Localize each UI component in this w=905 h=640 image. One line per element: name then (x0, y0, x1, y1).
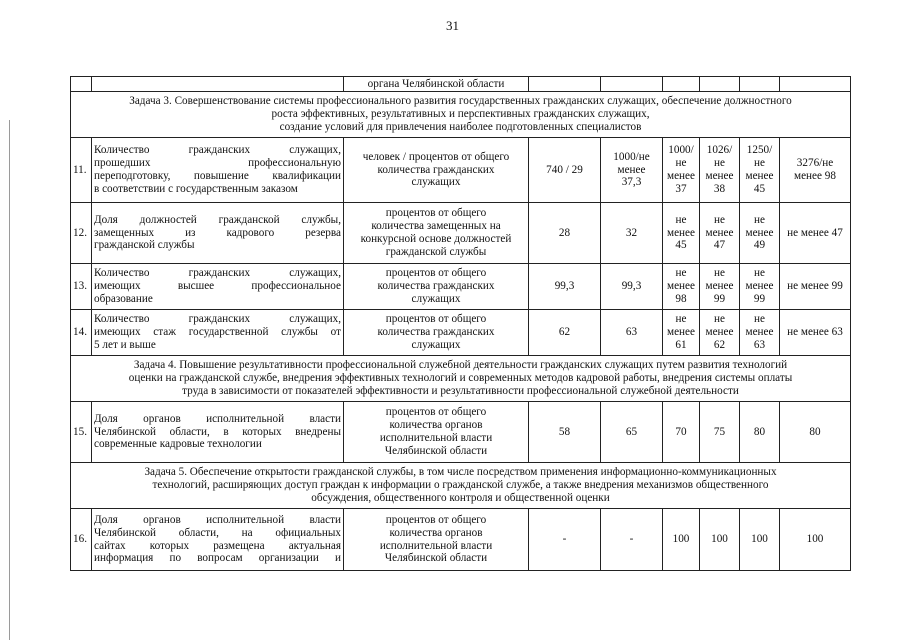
indicator-name: Доля должностей гражданской службы, замещенных из кадрового резерва гражданской службы (92, 203, 344, 264)
row-number: 16. (71, 509, 92, 571)
cell-name (92, 77, 344, 92)
value-3: не менее 98 (663, 264, 700, 310)
value-1: 58 (529, 402, 601, 463)
task-row (71, 356, 851, 402)
value-4: 75 (700, 402, 740, 463)
cell-value (740, 77, 780, 92)
cell-value (529, 77, 601, 92)
value-4: 1026/ не менее 38 (700, 138, 740, 203)
cell-value (601, 77, 663, 92)
binding-margin-line (9, 120, 10, 640)
table-row (71, 310, 851, 356)
table-row (71, 77, 851, 92)
row-number: 15. (71, 402, 92, 463)
value-6: не менее 63 (780, 310, 851, 356)
task-row (71, 463, 851, 509)
value-6: 3276/не менее 98 (780, 138, 851, 203)
value-1: 99,3 (529, 264, 601, 310)
task-3-heading: Задача 3. Совершенствование системы профессионального развития государственных гражданских служащих, обеспечение должностного роста эффективных, результативных и перспективных гражданских служащих, создание условий для привлечения наиболее подготовленных специалистов (71, 92, 851, 138)
value-6: 100 (780, 509, 851, 571)
row-number: 14. (71, 310, 92, 356)
value-5: не менее 63 (740, 310, 780, 356)
value-5: не менее 99 (740, 264, 780, 310)
row-number: 12. (71, 203, 92, 264)
value-4: не менее 47 (700, 203, 740, 264)
value-4: 100 (700, 509, 740, 571)
value-2: 65 (601, 402, 663, 463)
value-5: 1250/ не менее 45 (740, 138, 780, 203)
table-row (71, 203, 851, 264)
page-number: 31 (446, 18, 459, 33)
value-4: не менее 99 (700, 264, 740, 310)
value-1: 62 (529, 310, 601, 356)
value-2: 63 (601, 310, 663, 356)
table-row (71, 509, 851, 571)
value-2: 99,3 (601, 264, 663, 310)
value-1: 740 / 29 (529, 138, 601, 203)
value-6: 80 (780, 402, 851, 463)
value-5: 80 (740, 402, 780, 463)
value-1: - (529, 509, 601, 571)
task-row (71, 92, 851, 138)
cell-value (663, 77, 700, 92)
value-3: 1000/ не менее 37 (663, 138, 700, 203)
indicator-name: Количество гражданских служащих, имеющих высшее профессиональное образование (92, 264, 344, 310)
indicator-name: Количество гражданских служащих, имеющих стаж государственной службы от 5 лет и выше (92, 310, 344, 356)
indicator-name: Доля органов исполнительной власти Челябинской области, в которых внедрены современные кадровые технологии (92, 402, 344, 463)
value-6: не менее 47 (780, 203, 851, 264)
row-number: 13. (71, 264, 92, 310)
value-3: 70 (663, 402, 700, 463)
cell-num (71, 77, 92, 92)
table-row (71, 264, 851, 310)
unit-of-measure: процентов от общего количества органов исполнительной власти Челябинской области (344, 402, 529, 463)
cell-unit: органа Челябинской области (344, 77, 529, 92)
value-6: не менее 99 (780, 264, 851, 310)
unit-of-measure: процентов от общего количества гражданских служащих (344, 264, 529, 310)
unit-of-measure: процентов от общего количества замещенных на конкурсной основе должностей гражданской службы (344, 203, 529, 264)
row-number: 11. (71, 138, 92, 203)
task-4-heading: Задача 4. Повышение результативности профессиональной служебной деятельности гражданских служащих путем развития технологий оценки на гражданской службе, внедрения эффективных технологий и современных методов кадровой работы, внедрения системы оплаты труда в зависимости от показателей эффективности и результативности профессиональной служебной деятельности (71, 356, 851, 402)
value-3: не менее 61 (663, 310, 700, 356)
value-1: 28 (529, 203, 601, 264)
value-2: 1000/не менее 37,3 (601, 138, 663, 203)
value-3: 100 (663, 509, 700, 571)
task-5-heading: Задача 5. Обеспечение открытости гражданской службы, в том числе посредством применения информационно-коммуникационных технологий, расширяющих доступ граждан к информации о гражданской службе, а также внедрения механизмов общественного обсуждения, общественного контроля и общественной оценки (71, 463, 851, 509)
indicator-name: Доля органов исполнительной власти Челябинской области, на официальных сайтах которых размещена актуальная информация по вопросам организации и (92, 509, 344, 571)
indicator-name: Количество гражданских служащих, прошедших профессиональную переподготовку, повышение квалификации в соответствии с государственным заказом (92, 138, 344, 203)
unit-of-measure: процентов от общего количества гражданских служащих (344, 310, 529, 356)
indicators-table (70, 76, 851, 571)
value-2: 32 (601, 203, 663, 264)
value-2: - (601, 509, 663, 571)
cell-value (780, 77, 851, 92)
value-3: не менее 45 (663, 203, 700, 264)
unit-of-measure: человек / процентов от общего количества гражданских служащих (344, 138, 529, 203)
value-4: не менее 62 (700, 310, 740, 356)
value-5: 100 (740, 509, 780, 571)
cell-value (700, 77, 740, 92)
table-row (71, 138, 851, 203)
table-row (71, 402, 851, 463)
unit-of-measure: процентов от общего количества органов исполнительной власти Челябинской области (344, 509, 529, 571)
value-5: не менее 49 (740, 203, 780, 264)
